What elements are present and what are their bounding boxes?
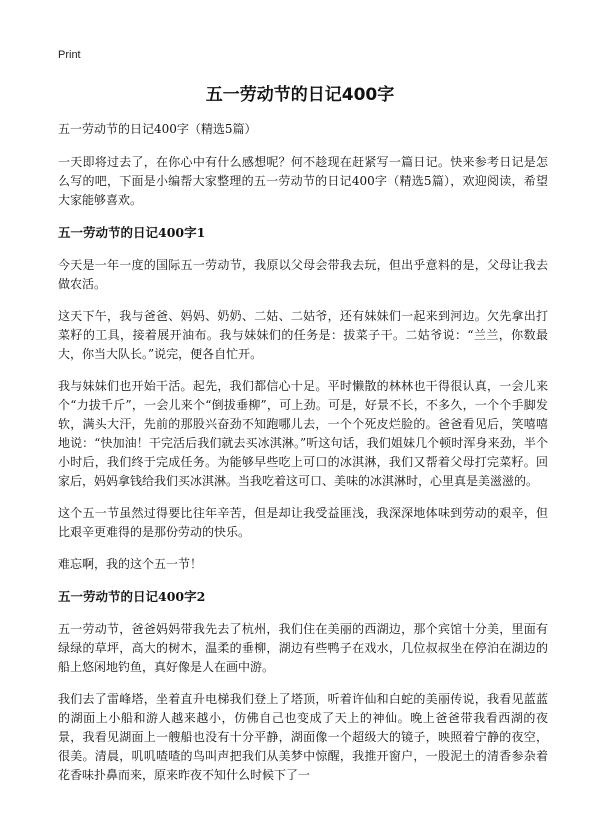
section-heading: 五一劳动节的日记400字2 [58,589,206,604]
article-intro: 一天即将过去了，在你心中有什么感想呢？何不趁现在赶紧写一篇日记。快来参考日记是怎么写的吧，下面是小编帮大家整理的五一劳动节的日记400字（精选5篇），欢迎阅读，希望大家能够喜欢。 [58,155,548,207]
section-heading: 五一劳动节的日记400字1 [58,225,206,240]
section-paragraph: 这个五一节虽然过得要比往年辛苦，但是却让我受益匪浅，我深深地体味到劳动的艰辛，但比艰辛更难得的是那份劳动的快乐。 [58,506,548,539]
section-paragraph: 这天下午，我与爸爸、妈妈、奶奶、二姑、二姑爷，还有妹妹们一起来到河边。欠先拿出打菜籽的工具，接着展开油布。我与妹妹们的任务是：拔菜子干。二姑爷说：“兰兰，你数最大，你当大队长。”说完，便各自忙开。 [58,309,548,361]
section-paragraph: 难忘啊，我的这个五一节！ [58,557,203,571]
print-link[interactable]: Print [58,49,81,61]
article-body [58,120,548,798]
article-title: 五一劳动节的日记400字 [205,85,395,105]
section-paragraph: 我与妹妹们也开始干活。起先，我们都信心十足。平时懒散的林林也干得很认真，一会儿来个“力拔千斤”，一会儿来个“倒拔垂柳”，可上劲。可是，好景不长，不多久，一个个手脚发软，满头大汗，先前的那股兴奋劲不知跑哪儿去，一个个死皮烂脸的。爸爸看见后，笑嘻嘻地说：“快加油！干完活后我们就去买冰淇淋。”听这句话，我们姐妹几个顿时浑身来劲，半个小时后，我们终于完成任务。为能够早些吃上可口的冰淇淋，我们又帮着父母打完菜籽。回家后，妈妈拿钱给我们买冰淇淋。当我吃着这可口、美味的冰淇淋时，心里真是美滋滋的。 [58,379,548,488]
section-paragraph: 五一劳动节，爸爸妈妈带我先去了杭州，我们住在美丽的西湖边，那个宾馆十分美，里面有绿绿的草坪，高大的树木，温柔的垂柳，湖边有些鸭子在戏水，几位叔叔坐在停泊在湖边的船上悠闲地钓鱼，真好像是人在画中游。 [58,622,548,674]
section-paragraph: 我们去了雷峰塔，坐着直升电梯我们登上了塔顶，听着许仙和白蛇的美丽传说，我看见蓝蓝的湖面上小船和游人越来越小，仿佛自己也变成了天上的神仙。晚上爸爸带我看西湖的夜景，我看见湖面上一艘船也没有十分平静，湖面像一个超级大的镜子，映照着宁静的夜空，很美。清晨，叽叽喳喳的鸟叫声把我们从美梦中惊醒，我推开窗户，一股泥土的清香参杂着花香味扑鼻而来，原来昨夜不知什么时候下了一 [58,692,548,782]
section-paragraph: 今天是一年一度的国际五一劳动节，我原以父母会带我去玩，但出乎意料的是，父母让我去做农活。 [58,258,548,291]
article-subtitle: 五一劳动节的日记400字（精选5篇） [58,122,257,136]
